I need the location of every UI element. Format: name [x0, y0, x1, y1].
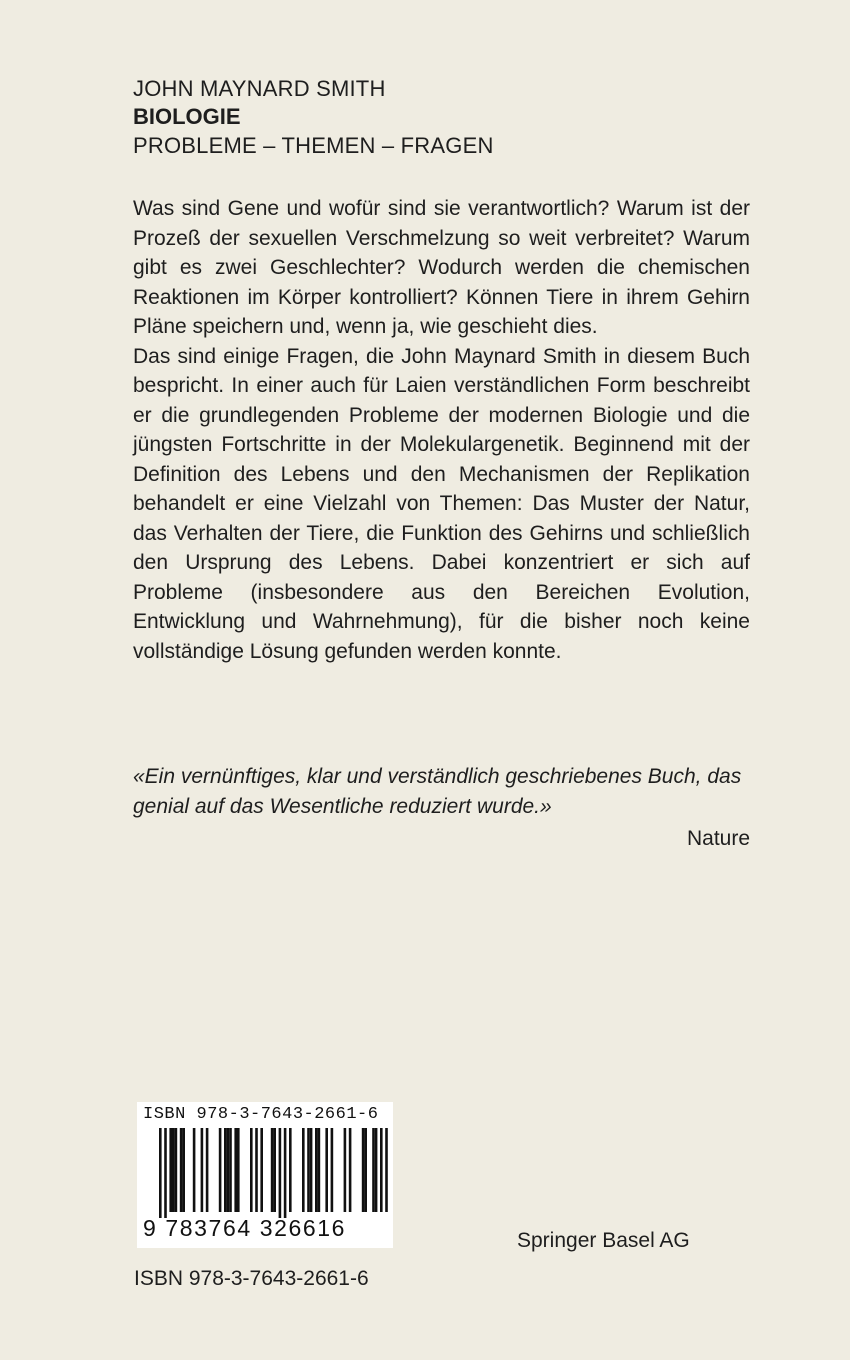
barcode-bar — [182, 1128, 185, 1212]
barcode-bar — [372, 1128, 375, 1212]
barcode-bar — [159, 1128, 162, 1218]
barcode-bar — [349, 1128, 352, 1212]
quote-source: Nature — [686, 827, 750, 850]
barcode-bar — [318, 1128, 321, 1212]
barcode-bar — [279, 1128, 282, 1218]
barcode-bar — [255, 1128, 258, 1212]
barcode-bar — [219, 1128, 222, 1212]
barcode-bar — [250, 1128, 253, 1212]
barcode-bar — [331, 1128, 334, 1212]
barcode-bar — [362, 1128, 365, 1212]
blurb-paragraph-2: Das sind einige Fragen, die John Maynard Smith in diesem Buch bespricht. In einer auch für Laien verständlichen Form beschreibt er die grundlegenden Probleme der modernen Biologie und die jüngsten Fortschritte in der Molekulargenetik. Beginnend mit der Definition des Lebens und den Mechanismen der Replikation behandelt er eine Vielzahl von Themen: Das Muster der Natur, das Verhalten der Tiere, die Funktion des Gehirns und schließlich den Ursprung des Lebens. Dabei konzentriert er sich auf Probleme (insbesondere aus den Bereichen Evolution, Entwicklung und Wahrnehmung), für die bisher noch keine vollständige Lösung gefunden werden konnte. — [133, 344, 750, 663]
barcode-bar — [234, 1128, 237, 1212]
barcode-bar — [229, 1128, 232, 1212]
blurb-paragraph-1: Was sind Gene und wofür sind sie verantwortlich? Warum ist der Prozeß der sexuellen Verschmelzung so weit verbreitet? Warum gibt es zwei Geschlechter? Wodurch werden die chemischen Reaktionen im Körper kontrolliert? Können Tiere in ihrem Gehirn Pläne speichern und, wenn ja, wie geschieht dies. — [133, 197, 750, 338]
barcode-bar — [375, 1128, 378, 1212]
barcode-bar — [271, 1128, 274, 1212]
book-title: BIOLOGIE — [133, 104, 241, 129]
book-subtitle: PROBLEME – THEMEN – FRAGEN — [133, 133, 494, 158]
barcode-isbn-label: ISBN 978-3-7643-2661-6 — [143, 1105, 379, 1124]
barcode-bar — [260, 1128, 263, 1212]
barcode-bar — [172, 1128, 175, 1212]
barcode-bar — [227, 1128, 230, 1212]
barcode-bar — [364, 1128, 367, 1212]
barcode-bar — [169, 1128, 172, 1212]
quote-text: «Ein vernünftiges, klar und verständlich geschriebenes Buch, das genial auf das Wesentliche reduziert wurde.» — [133, 765, 742, 818]
barcode-bar — [175, 1128, 178, 1212]
barcode-bar — [206, 1128, 209, 1212]
review-quote — [133, 762, 750, 854]
barcode-bar — [289, 1128, 292, 1212]
barcode-bar — [284, 1128, 287, 1218]
barcode-bar — [237, 1128, 240, 1212]
blurb-text — [133, 194, 750, 666]
barcode-bars — [137, 1126, 393, 1220]
isbn-number: ISBN 978-3-7643-2661-6 — [134, 1267, 369, 1290]
barcode-bar — [344, 1128, 347, 1212]
barcode — [137, 1102, 393, 1248]
barcode-bar — [180, 1128, 183, 1212]
barcode-bar — [302, 1128, 305, 1212]
barcode-bar — [315, 1128, 318, 1212]
barcode-bar — [380, 1128, 383, 1212]
author-name: JOHN MAYNARD SMITH — [133, 76, 386, 101]
barcode-bar — [385, 1128, 388, 1212]
cover-header — [133, 74, 753, 162]
barcode-bar — [164, 1128, 167, 1218]
publisher-name: Springer Basel AG — [517, 1229, 690, 1252]
barcode-bar — [307, 1128, 310, 1212]
barcode-bar — [273, 1128, 276, 1212]
barcode-bar — [193, 1128, 196, 1212]
barcode-bar — [325, 1128, 328, 1212]
barcode-bar — [310, 1128, 313, 1212]
barcode-digits: 9 783764 326616 — [143, 1215, 347, 1241]
barcode-bar — [201, 1128, 204, 1212]
barcode-bar — [224, 1128, 227, 1212]
